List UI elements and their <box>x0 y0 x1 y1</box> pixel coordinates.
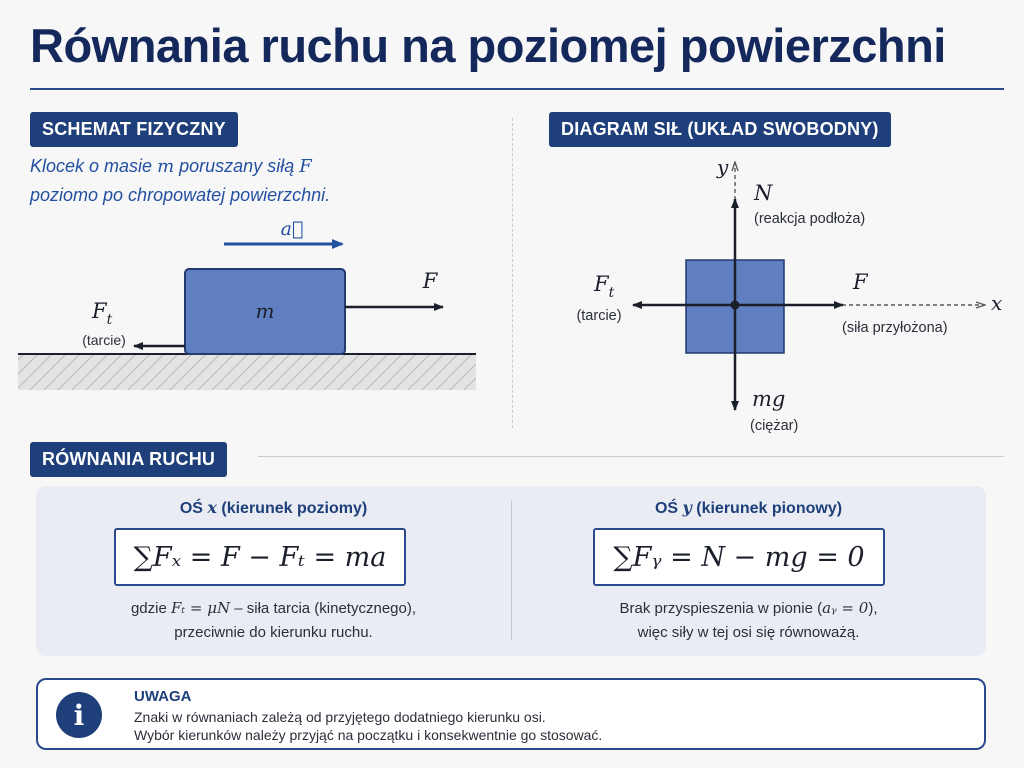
section-label-forces: DIAGRAM SIŁ (UKŁAD SWOBODNY) <box>549 112 891 147</box>
friction-label <box>91 299 113 328</box>
friction-subscript: t <box>106 312 113 328</box>
y-note-suffix: ), <box>868 600 878 617</box>
ground-hatching <box>18 354 476 390</box>
friction-label <box>593 272 615 301</box>
note-line-1: Znaki w równaniach zależą od przyjętego dodatniego kierunku osi. <box>134 709 546 725</box>
x-axis-equation: ∑Fₓ = F − Fₜ = ma <box>114 528 406 586</box>
x-head-suffix: (kierunek poziomy) <box>216 500 368 517</box>
x-axis-equation-column <box>36 486 511 656</box>
acceleration-label: a⃗ <box>280 218 304 240</box>
section-label-physical: SCHEMAT FIZYCZNY <box>30 112 238 147</box>
note-title: UWAGA <box>134 688 192 705</box>
desc-text-3: poziomo po chropowatej powierzchni. <box>30 185 331 205</box>
weight-description: (ciężar) <box>750 418 799 434</box>
y-note-math: aᵧ = 0 <box>822 599 869 617</box>
note-text <box>134 708 602 744</box>
y-axis-label: y <box>717 155 729 179</box>
applied-force-description: (siła przyłożona) <box>842 320 948 336</box>
x-axis-label: x <box>991 291 1003 315</box>
desc-text-2: poruszany siłą <box>174 156 300 176</box>
friction-description: (tarcie) <box>82 332 126 348</box>
y-note-prefix: Brak przyspieszenia w pionie ( <box>619 600 823 617</box>
desc-mass-symbol: m <box>157 156 175 177</box>
y-axis-note <box>511 596 986 645</box>
x-axis-heading <box>36 498 511 518</box>
x-note-suffix: – siła tarcia (kinetycznego), <box>230 600 417 617</box>
y-axis-equation-column <box>511 486 986 656</box>
note-box <box>36 678 986 750</box>
y-axis-heading <box>511 498 986 518</box>
fbd-friction-symbol: F <box>594 272 609 296</box>
normal-force-label: N <box>754 181 773 205</box>
fbd-friction-subscript: t <box>608 285 615 301</box>
section-label-equations: RÓWNANIA RUCHU <box>30 442 227 477</box>
x-head-prefix: OŚ <box>179 500 208 517</box>
free-body-diagram <box>512 0 1024 440</box>
x-note-line2: przeciwnie do kierunku ruchu. <box>174 624 373 641</box>
x-note-prefix: gdzie <box>130 600 171 617</box>
weight-label: mg <box>752 387 786 411</box>
desc-text-1: Klocek o masie <box>30 156 158 176</box>
equations-divider <box>258 456 1004 457</box>
center-of-mass-dot <box>731 301 740 310</box>
page-title: Równania ruchu na poziomej powierzchni <box>30 19 946 72</box>
applied-force-label: F <box>422 269 438 293</box>
equations-panel <box>36 486 986 656</box>
y-head-variable: y <box>682 498 692 517</box>
note-line-2: Wybór kierunków należy przyjąć na początku i konsekwentnie go stosować. <box>134 727 603 743</box>
friction-description: (tarcie) <box>576 308 622 324</box>
y-head-prefix: OŚ <box>654 500 683 517</box>
friction-symbol: F <box>92 299 107 323</box>
x-head-variable: x <box>207 498 217 517</box>
y-axis-equation: ∑Fᵧ = N − mg = 0 <box>593 528 885 586</box>
x-note-math: Fₜ = μN <box>171 599 231 617</box>
x-axis-note <box>36 596 511 645</box>
normal-force-description: (reakcja podłoża) <box>754 211 866 227</box>
y-head-suffix: (kierunek pionowy) <box>691 500 843 517</box>
block-mass-label: m <box>255 299 275 323</box>
physical-schematic <box>0 0 512 440</box>
applied-force-label: F <box>853 270 868 294</box>
y-note-line2: więc siły w tej osi się równoważą. <box>637 624 860 641</box>
desc-force-symbol: F <box>299 156 312 177</box>
info-icon: i <box>56 692 102 738</box>
